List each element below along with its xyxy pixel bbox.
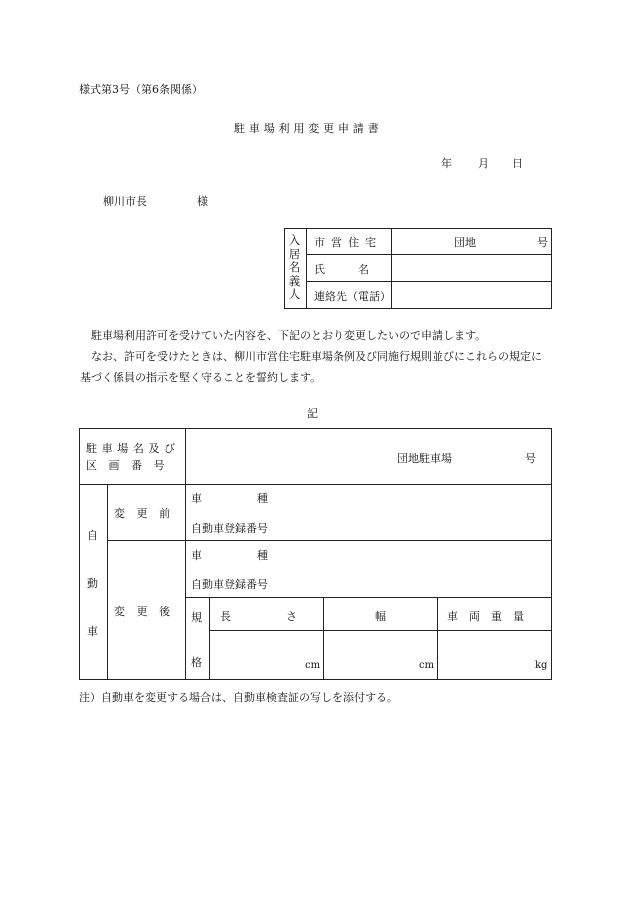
- vehicle-char-3: 車: [87, 625, 98, 638]
- applicant-side-label: 入居名義人: [288, 233, 301, 301]
- addressee-name: 柳川市長: [103, 195, 147, 208]
- before-reg-number-label: 自動車登録番号: [191, 522, 268, 535]
- before-car-type-label: 車 種: [191, 492, 268, 505]
- form-number: 様式第3号（第6条関係）: [79, 83, 203, 96]
- row-value-go: 号: [537, 236, 548, 249]
- date-day: 日: [512, 157, 523, 170]
- row-value-danchi: 団地: [454, 236, 476, 249]
- ki-label: 記: [307, 407, 318, 420]
- spec-char-2: 格: [191, 656, 202, 669]
- spec-header-width: 幅: [375, 610, 386, 623]
- after-car-type-label: 車 種: [191, 549, 268, 562]
- vehicle-char-2: 動: [87, 577, 98, 590]
- parking-label-line2: 区画番号: [86, 459, 177, 472]
- body-paragraph-2: なお、許可を受けたときは、柳川市営住宅駐車場条例及び同施行規則並びにこれらの規定に基づく係員の指示を堅く守ることを誓約します。: [80, 350, 542, 384]
- before-label: 変更前: [114, 507, 182, 520]
- parking-value: 団地駐車場: [397, 452, 452, 465]
- footnote: 注）自動車を変更する場合は、自動車検査証の写しを添付する。: [79, 691, 398, 704]
- after-reg-number-label: 自動車登録番号: [191, 578, 268, 591]
- after-label: 変更後: [114, 605, 182, 618]
- row-label-housing: 市営住宅: [314, 236, 383, 249]
- vehicle-char-1: 自: [87, 529, 98, 542]
- unit-length: cm: [305, 660, 321, 671]
- spec-char-1: 規: [191, 611, 202, 624]
- body-paragraph-1: 駐車場利用許可を受けていた内容を、下記のとおり変更したいので申請します。: [91, 329, 487, 342]
- addressee-honorific: 様: [197, 195, 208, 208]
- row-label-phone: 連絡先（電話）: [314, 290, 391, 303]
- row-label-name: 氏 名: [314, 263, 369, 276]
- spec-header-weight: 車 両 重 量: [447, 610, 524, 623]
- date-year: 年: [441, 157, 452, 170]
- page-title: 駐車場利用変更申請書: [234, 122, 383, 135]
- parking-label-line1: 駐車場名及び: [86, 442, 180, 455]
- parking-go: 号: [525, 452, 536, 465]
- body-text: [80, 325, 550, 388]
- date-month: 月: [478, 157, 489, 170]
- unit-weight: kg: [535, 660, 548, 671]
- unit-width: cm: [419, 660, 435, 671]
- spec-header-length: 長 さ: [220, 610, 297, 623]
